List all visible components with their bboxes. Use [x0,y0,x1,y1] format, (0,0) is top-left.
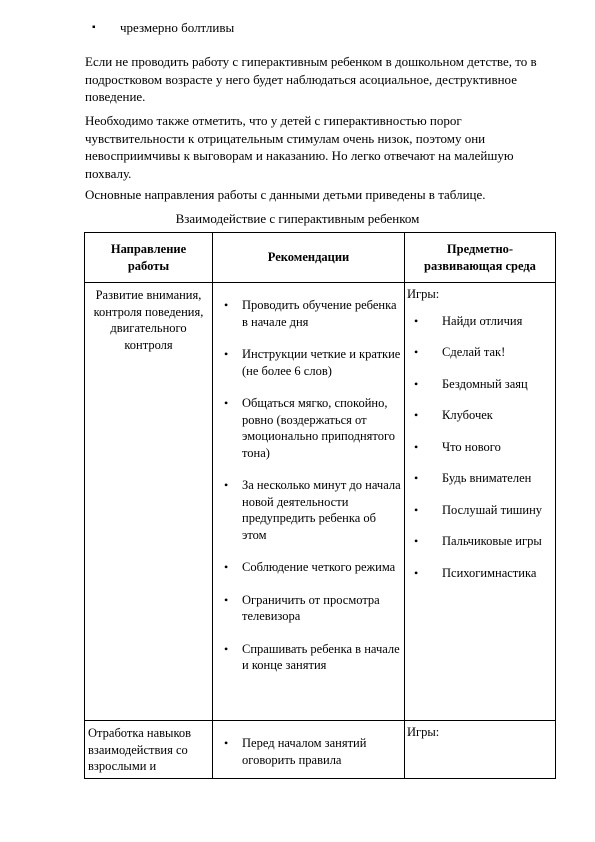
list-item: • Бездомный заяц [414,376,528,391]
list-item: • За несколько минут до начала новой деятельности предупредить ребенка об этом [224,478,401,542]
paragraph: Основные направления работы с данными детьми приведены в таблице. [85,187,486,202]
square-bullet-icon: ▪ [92,22,96,33]
paragraph: Если не проводить работу с гиперактивным ребенком в дошкольном детстве, то в подростковом возрасте у него будет наблюдаться асоциальное, деструктивное поведение. [85,54,537,104]
bullet-icon: • [224,347,229,361]
games-label: Игры: [407,725,440,739]
bullet-icon: • [224,736,229,750]
bullet-icon: • [414,376,419,391]
list-item: • Психогимнастика [414,565,537,580]
recommendations-list [213,721,404,768]
direction-text: Развитие внимания, контроля поведения, двигательного контроля [93,288,204,352]
recommendations-cell [213,721,405,779]
games-list [405,303,555,582]
recommendations-cell [213,283,405,721]
list-item: • Спрашивать ребенка в начале и конце занятия [224,641,400,672]
table-row [85,721,556,779]
list-item: • Соблюдение четкого режима [224,560,396,574]
bullet-icon: • [414,439,419,454]
bullet-icon: • [224,641,229,656]
bullet-icon: • [414,565,419,580]
recommendations-list [213,283,404,674]
list-item: • Ограничить от просмотра телевизора [224,592,380,623]
bullet-icon: • [414,345,419,359]
list-item: • Послушай тишину [414,502,543,517]
list-item: • Что нового [414,439,501,454]
recommendations-table [84,232,556,779]
direction-cell [85,721,213,779]
bullet-icon: • [414,471,419,485]
header-environment: Предметно-развивающая среда [405,233,556,283]
table-caption: Взаимодействие с гиперактивным ребенком [175,211,420,226]
bullet-icon: • [224,396,229,410]
paragraph: Необходимо также отметить, что у детей с гиперактивностью порог чувствительности к отрицательным стимулам очень низок, поэтому они невосприимчивы к выговорам и наказанию. Но легко отвечают на малейшую похвалу. [85,113,514,181]
list-item: • Найди отличия [414,313,523,328]
list-item: • Проводить обучение ребенка в начале дня [224,298,397,329]
list-item: • Общаться мягко, спокойно, ровно (воздержаться от эмоционально приподнятого тона) [224,396,396,460]
bullet-icon: • [414,313,419,328]
header-recommendations: Рекомендации [213,233,405,283]
games-label: Игры: [407,287,440,301]
environment-cell [405,721,556,779]
list-item: • Пальчиковые игры [414,534,542,548]
bullet-text: чрезмерно болтливы [120,20,235,35]
bullet-icon: • [414,534,419,548]
direction-cell [85,283,213,721]
bullet-icon: • [414,408,419,422]
bullet-icon: • [224,298,229,312]
table-row [85,283,556,721]
bullet-icon: • [224,560,229,574]
list-item: • Инструкции четкие и краткие (не более 6 слов) [224,347,401,378]
environment-cell [405,283,556,721]
direction-text: Отработка навыков взаимодействия со взрослыми и [88,726,192,773]
list-item: • Будь внимателен [414,471,532,485]
header-direction: Направление работы [85,233,213,283]
list-item: • Перед началом занятий оговорить правила [224,736,367,767]
table-header-row [85,233,556,283]
list-item: • Сделай так! [414,345,506,359]
bullet-icon: • [224,478,229,492]
list-item: • Клубочек [414,408,493,422]
bullet-icon: • [224,592,229,607]
bullet-icon: • [414,502,419,517]
